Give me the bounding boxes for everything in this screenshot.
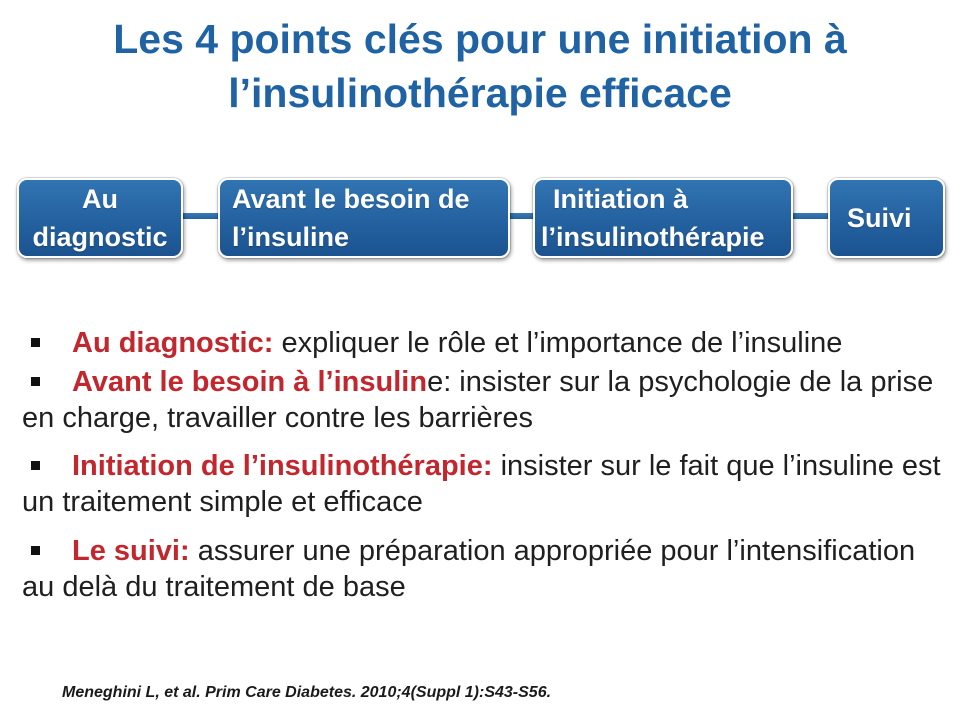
bullet-item-initiation [22,448,941,520]
step-label-line: l’insuline [232,222,350,252]
bullet-text: assurer une préparation appropriée pour l’intensification [197,535,916,567]
bullet-text: insister sur le fait que l’insuline est [500,450,941,482]
step-label-line: Avant le besoin de [232,184,470,214]
flow-step-follow-up [828,178,945,258]
bullet-label: Au diagnostic: [72,327,274,359]
flow-step-before-insulin [218,178,510,258]
citation: Meneghini L, et al. Prim Care Diabetes. 2010;4(Suppl 1):S43-S56. [62,684,552,701]
step-label-line: Au [82,184,118,214]
step-label-line: Initiation à [553,184,688,214]
step-label-line: Suivi [847,203,912,233]
bullet-item-before-insulin [22,364,933,436]
bullet-square-icon [31,377,40,386]
bullet-square-icon [31,546,40,555]
bullet-line [22,364,933,400]
bullet-line [22,533,915,569]
step-label-line: l’insulinothérapie [541,222,765,252]
flow-step-diagnostic [17,178,183,258]
bullet-label: Le suivi: [72,535,190,567]
flow-step-initiation [533,178,793,258]
bullet-text-continued: un traitement simple et efficace [22,486,423,518]
bullet-text-continued: en charge, travailler contre les barrières [22,402,533,434]
bullet-text: expliquer le rôle et l’importance de l’insuline [281,327,843,359]
bullet-line [22,325,842,361]
bullet-item-diagnostic [22,325,842,361]
bullet-item-follow-up [22,533,915,605]
title-line-2: l’insulinothérapie efficace [228,70,732,116]
bullet-label: Avant le besoin à l’insulin [72,366,428,398]
bullet-square-icon [31,461,40,470]
bullet-text: e: insister sur la psychologie de la prise [427,366,934,398]
step-label-line: diagnostic [32,222,168,252]
bullet-square-icon [31,338,40,347]
process-flow [0,0,960,300]
bullet-label: Initiation de l’insulinothérapie: [72,450,493,482]
title-line-1: Les 4 points clés pour une initiation à [113,16,847,62]
bullet-text-continued: au delà du traitement de base [22,571,406,603]
bullet-line [22,448,941,484]
